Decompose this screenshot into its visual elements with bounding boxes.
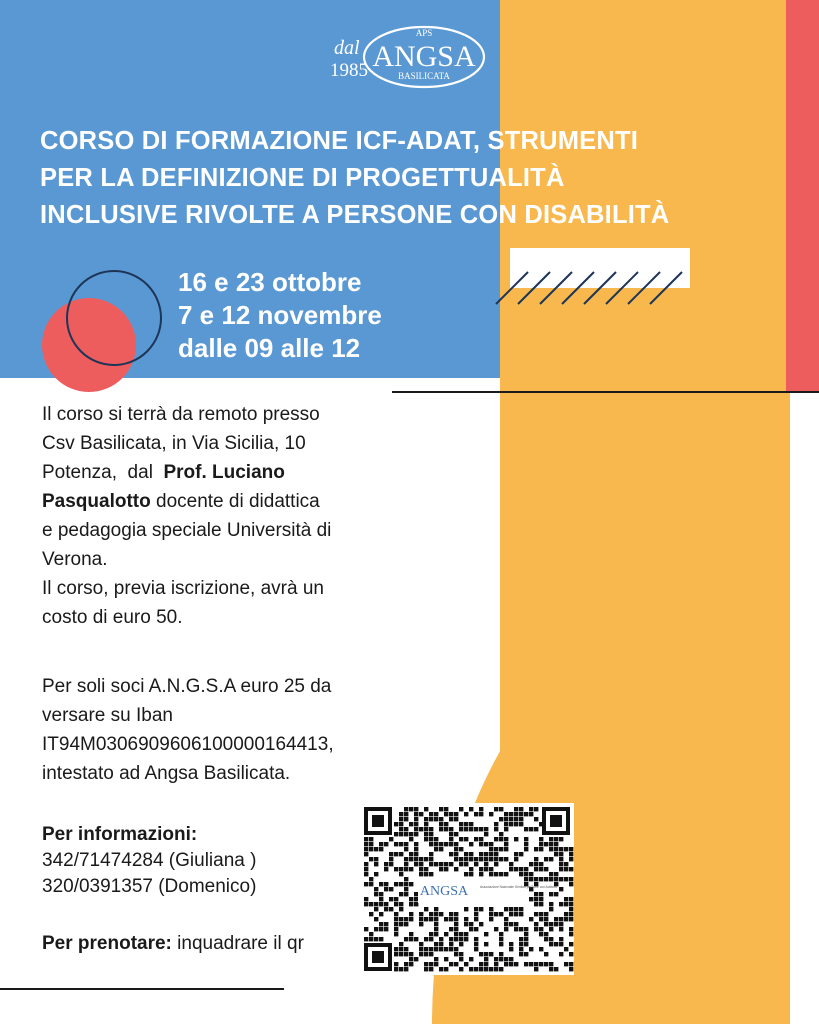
description-text: docente di didattica — [150, 491, 320, 512]
iban: IT94M0306909606100000164413, — [42, 734, 334, 755]
description-line: costo di euro 50. — [42, 607, 183, 628]
red-stripe — [786, 0, 819, 392]
description-line: e pedagogia speciale Università di — [42, 520, 332, 541]
svg-text:1985: 1985 — [330, 60, 368, 81]
course-title — [40, 123, 780, 234]
svg-text:ANGSA: ANGSA — [419, 884, 469, 899]
description-line — [42, 458, 392, 487]
title-line: CORSO DI FORMAZIONE ICF-ADAT, STRUMENTI — [40, 127, 639, 155]
payment-info — [42, 672, 334, 788]
description-line — [42, 487, 392, 516]
description-line: Il corso si terrà da remoto presso — [42, 404, 320, 425]
hatch-lines-decoration — [494, 268, 694, 306]
contact-info — [42, 822, 256, 900]
course-description — [42, 400, 392, 632]
booking-line — [42, 933, 304, 955]
booking-label: Per prenotare: — [42, 933, 172, 954]
description-line: Verona. — [42, 549, 108, 570]
divider-line — [392, 391, 819, 393]
time-line: dalle 09 alle 12 — [178, 333, 361, 363]
svg-text:APS: APS — [415, 28, 433, 38]
contact-heading: Per informazioni: — [42, 824, 198, 845]
angsa-logo — [328, 22, 490, 92]
phone-number: 320/0391357 (Domenico) — [42, 876, 257, 897]
payment-line: versare su Iban — [42, 705, 173, 726]
teacher-name: Prof. Luciano — [163, 462, 285, 483]
dates-line: 7 e 12 novembre — [178, 300, 382, 330]
payment-line: intestato ad Angsa Basilicata. — [42, 763, 291, 784]
dates-line: 16 e 23 ottobre — [178, 267, 362, 297]
svg-text:dal: dal — [334, 37, 360, 59]
description-line: Csv Basilicata, in Via Sicilia, 10 — [42, 433, 306, 454]
phone-number: 342/71474284 (Giuliana ) — [42, 850, 257, 871]
payment-line: Per soli soci A.N.G.S.A euro 25 da — [42, 676, 332, 697]
divider-line-bottom — [0, 988, 284, 990]
svg-text:BASILICATA: BASILICATA — [398, 71, 450, 81]
booking-text: inquadrare il qr — [171, 933, 304, 954]
qr-code[interactable] — [360, 803, 574, 975]
svg-text:Associazione Nazionale Genitor: Associazione Nazionale Genitori perSone con Autismo — [480, 885, 558, 889]
description-text: Potenza, dal — [42, 462, 164, 483]
teacher-surname: Pasqualotto — [42, 491, 151, 512]
svg-text:ANGSA: ANGSA — [372, 40, 476, 73]
course-dates — [178, 266, 382, 365]
description-line: Il corso, previa iscrizione, avrà un — [42, 578, 324, 599]
title-line: PER LA DEFINIZIONE DI PROGETTUALITÀ — [40, 164, 565, 192]
title-line: INCLUSIVE RIVOLTE A PERSONE CON DISABILITÀ — [40, 201, 670, 229]
navy-ring-decoration — [66, 270, 162, 366]
